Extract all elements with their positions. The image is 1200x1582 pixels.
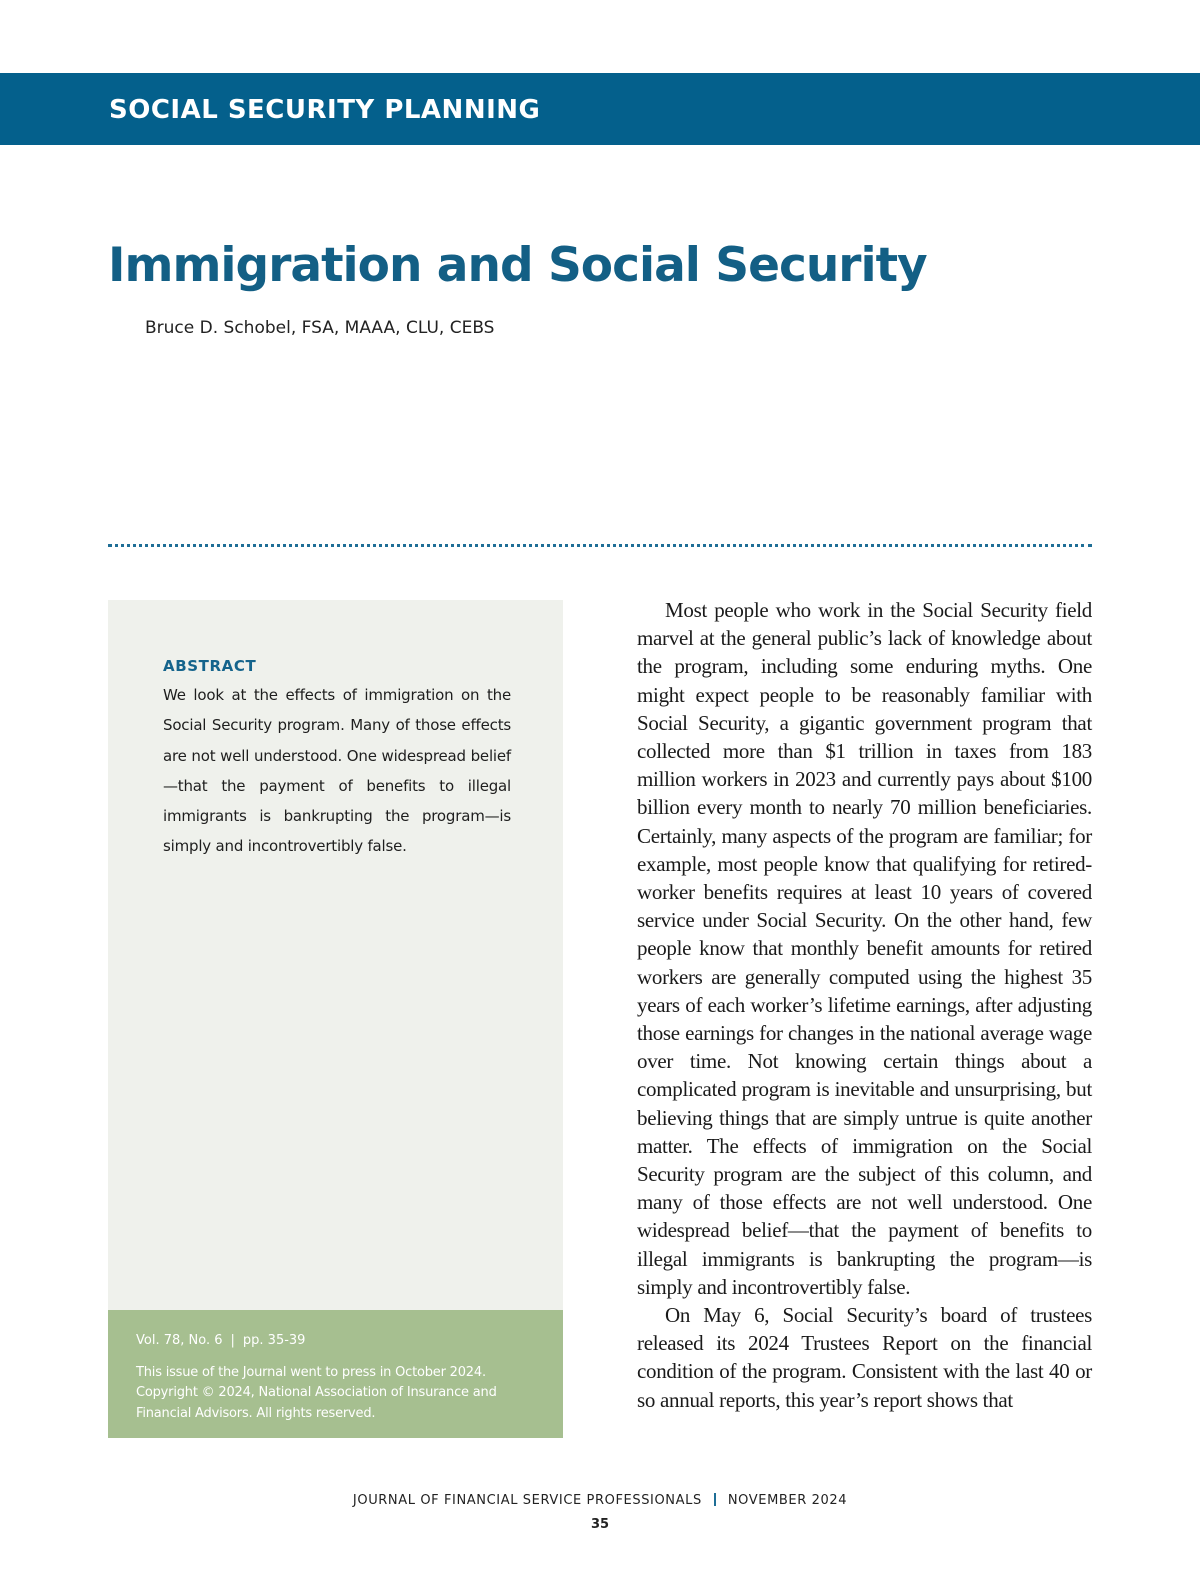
page-footer: [0, 1493, 1200, 1508]
section-divider: [108, 544, 1092, 547]
page-number: 35: [590, 1517, 610, 1532]
journal-name: JOURNAL OF FINANCIAL SERVICE PROFESSIONALS: [352, 1493, 702, 1508]
abstract-panel: [108, 600, 563, 1310]
page-range: pp. 35-39: [242, 1333, 306, 1348]
issue-date: NOVEMBER 2024: [727, 1493, 848, 1508]
volume-separator: |: [230, 1333, 235, 1348]
article-body: [637, 596, 1092, 1414]
body-paragraph: Most people who work in the Social Security field marvel at the general public’s lack of knowledge about the program, including some enduring myths. One might expect people to be reasonably familiar with Social Security, a gigantic government program that collected more than $1 trillion in taxes from 183 million workers in 2023 and currently pays about $100 billion every month to nearly 70 million beneficiaries. Certainly, many aspects of the program are familiar; for example, most people know that qualifying for retired-worker benefits requires at least 10 years of covered service under Social Security. On the other hand, few people know that monthly benefit amounts for retired workers are generally computed using the highest 35 years of each worker’s lifetime earnings, after adjusting those earnings for changes in the national average wage over time. Not knowing certain things about a complicated program is inevitable and unsurprising, but believing things that are simply untrue is quite another matter. The effects of immigration on the Social Security program are the subject of this column, and many of those effects are not well understood. One widespread belief—that the payment of benefits to illegal immigrants is bankrupting the program—is simply and incontrovertibly false.: [637, 598, 1092, 1299]
article-title: Immigration and Social Security: [108, 238, 927, 293]
volume-info: [136, 1333, 305, 1348]
abstract-text: We look at the effects of immigration on the Social Security program. Many of those effects are not well understood. One widespread belief—that the payment of benefits to illegal immigrants is bankrupting the program—is simply and incontrovertibly false.: [163, 686, 511, 856]
footer-separator: [714, 1493, 716, 1506]
section-banner: [0, 73, 1200, 145]
abstract-heading: ABSTRACT: [163, 657, 257, 675]
press-note: This issue of the Journal went to press in October 2024. Copyright © 2024, National Association of Insurance and Financial Advisors. All rights reserved.: [136, 1365, 497, 1421]
publication-info-panel: [108, 1310, 563, 1438]
article-author: Bruce D. Schobel, FSA, MAAA, CLU, CEBS: [145, 318, 495, 338]
body-paragraph: On May 6, Social Security’s board of trustees released its 2024 Trustees Report on the financial condition of the program. Consistent with the last 40 or so annual reports, this year’s report shows that: [637, 1303, 1092, 1412]
section-label: SOCIAL SECURITY PLANNING: [109, 95, 541, 125]
volume-number: Vol. 78, No. 6: [136, 1333, 223, 1348]
